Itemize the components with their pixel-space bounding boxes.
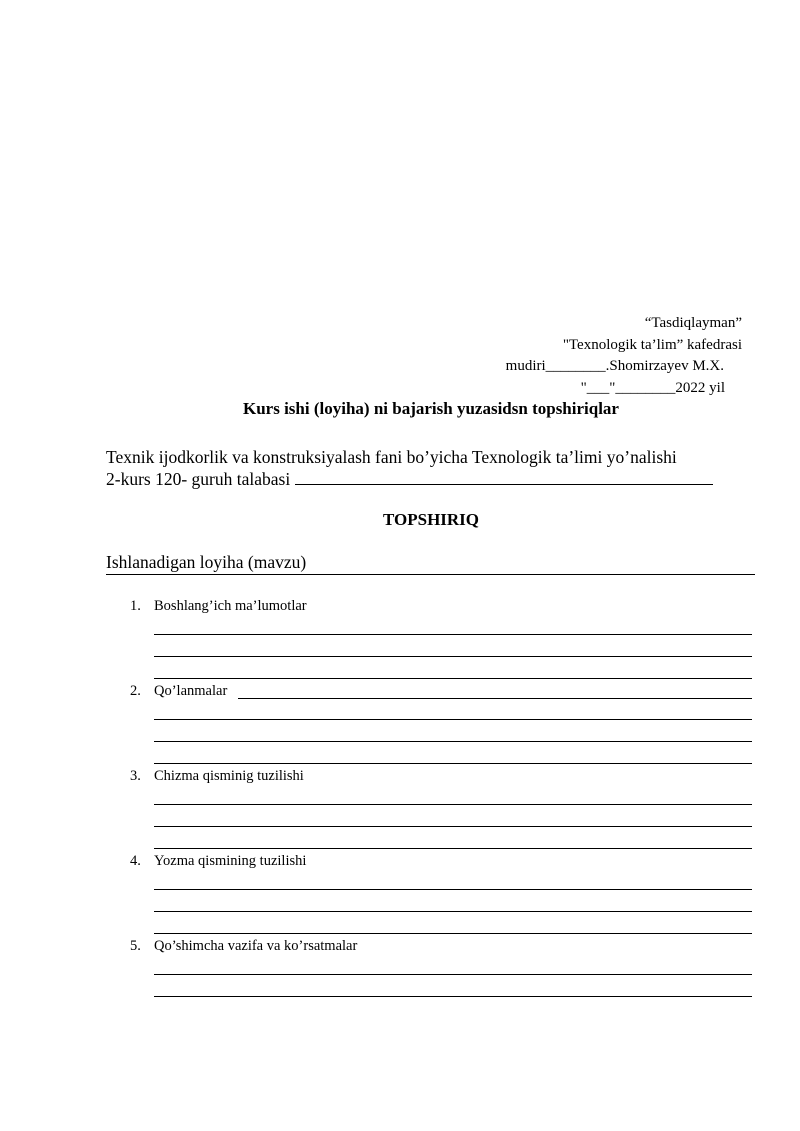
approval-block bbox=[506, 313, 742, 399]
item-number: 1. bbox=[130, 598, 141, 614]
intro-paragraph bbox=[106, 446, 713, 490]
fill-line bbox=[154, 996, 752, 997]
item-number: 2. bbox=[130, 683, 141, 699]
student-name-blank bbox=[295, 468, 713, 485]
list-item bbox=[130, 768, 304, 785]
fill-line bbox=[154, 763, 752, 764]
item-label: Qo’lanmalar bbox=[154, 683, 228, 699]
intro-line-1: Texnik ijodkorlik va konstruksiyalash fani bo’yicha Texnologik ta’limi yo’nalishi bbox=[106, 447, 677, 467]
approval-line-4: "___"________2022 yil bbox=[580, 379, 725, 396]
fill-line bbox=[154, 656, 752, 657]
item-label: Qo’shimcha vazifa va ko’rsatmalar bbox=[154, 938, 358, 954]
project-topic-label: Ishlanadigan loyiha (mavzu) bbox=[106, 552, 307, 572]
fill-line bbox=[154, 848, 752, 849]
list-item bbox=[130, 598, 307, 615]
approval-line-3: mudiri________.Shomirzayev M.X. bbox=[505, 358, 724, 374]
item-label: Yozma qismining tuzilishi bbox=[154, 853, 307, 869]
student-group-label: 2-kurs 120- guruh talabasi bbox=[106, 469, 291, 489]
document-title: Kurs ishi (loyiha) ni bajarish yuzasidsn topshiriqlar bbox=[243, 399, 619, 418]
fill-line bbox=[154, 634, 752, 635]
project-topic-line bbox=[106, 552, 755, 575]
fill-line bbox=[154, 826, 752, 827]
section-heading: TOPSHIRIQ bbox=[382, 510, 480, 529]
item-label: Boshlang’ich ma’lumotlar bbox=[154, 598, 307, 614]
fill-line bbox=[154, 974, 752, 975]
fill-line bbox=[154, 933, 752, 934]
approval-line-2: "Texnologik ta’lim” kafedrasi bbox=[562, 336, 742, 353]
fill-line bbox=[154, 741, 752, 742]
fill-line bbox=[238, 698, 752, 699]
intro-line-2 bbox=[106, 468, 713, 490]
fill-line bbox=[154, 678, 752, 679]
list-item bbox=[130, 938, 357, 955]
fill-line bbox=[154, 804, 752, 805]
list-item bbox=[130, 853, 306, 870]
item-label: Chizma qisminig tuzilishi bbox=[154, 768, 304, 784]
item-number: 5. bbox=[130, 938, 141, 954]
fill-line bbox=[154, 719, 752, 720]
list-item bbox=[130, 683, 227, 700]
fill-line bbox=[154, 889, 752, 890]
approval-line-1: “Tasdiqlayman” bbox=[644, 315, 742, 331]
item-number: 4. bbox=[130, 853, 141, 869]
fill-line bbox=[154, 911, 752, 912]
item-number: 3. bbox=[130, 768, 141, 784]
